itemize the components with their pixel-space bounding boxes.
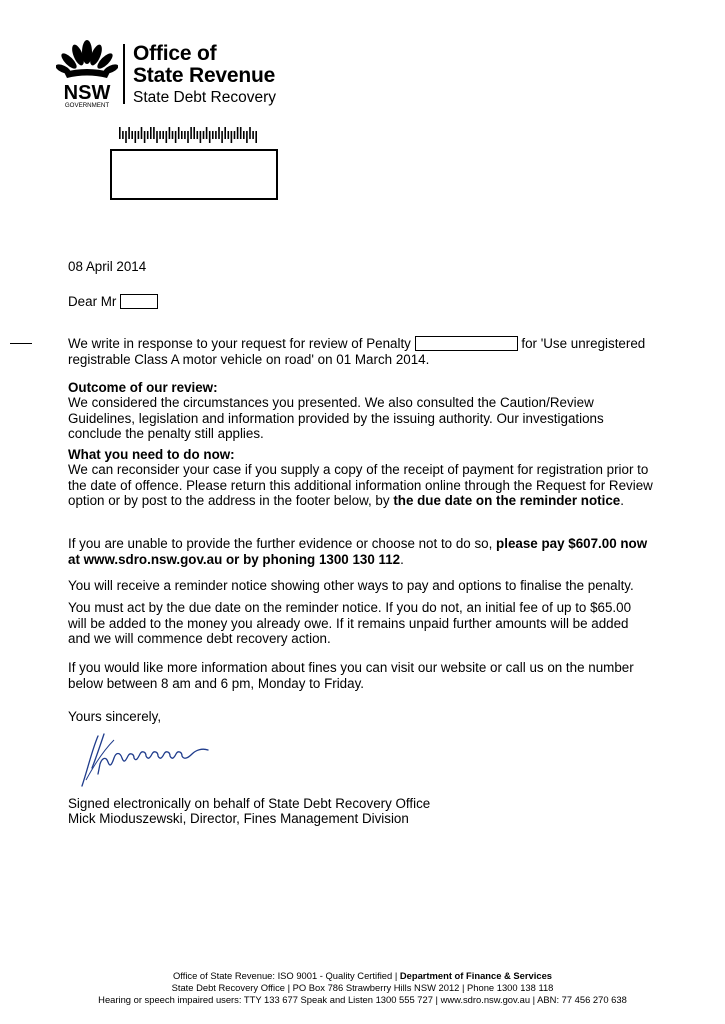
footer-iso: Office of State Revenue: ISO 9001 - Quality Certified | (173, 970, 398, 981)
redacted-penalty-number (415, 336, 518, 351)
fold-mark (10, 343, 32, 344)
salutation (68, 294, 658, 310)
paragraph-intro (68, 336, 658, 367)
salutation-text: Dear Mr (68, 294, 117, 309)
logo-government-text: GOVERNMENT (64, 102, 110, 108)
footer-line2: State Debt Recovery Office | PO Box 786 Strawberry Hills NSW 2012 | Phone 1300 138 118 (171, 982, 554, 993)
letter-date: 08 April 2014 (68, 259, 147, 274)
intro-text-start: We write in response to your request for review of Penalty (68, 336, 411, 351)
payment-text: If you are unable to provide the further evidence or choose not to do so, (68, 536, 493, 551)
todo-due-date: the due date on the reminder notice (393, 493, 621, 509)
outcome-body: We considered the circumstances you presented. We also consulted the Caution/Review Guidelines, legislation and information provided by the issuing authority. Our investigations conclude the penalty still applies. (68, 395, 604, 442)
intro-text-line2: registrable Class A motor vehicle on road' on 01 March 2014. (68, 351, 430, 367)
footer-line3: Hearing or speech impaired users: TTY 133 677 Speak and Listen 1300 555 727 | www.sdro.nsw.gov.au | ABN: 77 456 270 638 (98, 994, 627, 1005)
redacted-address-box (110, 149, 278, 200)
act-paragraph: You must act by the due date on the reminder notice. If you do not, an initial fee of up to $65.00 will be added to the money you already owe. If it remains unpaid further amounts will be added and we will commence debt recovery action. (68, 600, 632, 647)
todo-end: . (620, 493, 624, 509)
intro-text-end: for 'Use unregistered (521, 336, 646, 351)
todo-text: We can reconsider your case if you supply a copy of the receipt of payment for registration prior to the date of offence. Please return this additional information online through the Request for Review option or by post to the address in the footer below, by (68, 462, 653, 509)
logo-divider (123, 44, 125, 104)
org-name-line2: State Revenue (133, 64, 276, 87)
nsw-waratah-logo (56, 38, 118, 108)
org-division: State Debt Recovery (133, 89, 277, 106)
todo-body (68, 462, 658, 509)
footer-department: Department of Finance & Services (399, 970, 552, 981)
redacted-name (120, 294, 158, 309)
signed-line1: Signed electronically on behalf of State Debt Recovery Office (68, 796, 431, 811)
logo-nsw-text: NSW (63, 82, 111, 104)
org-name-line1: Office of (133, 42, 217, 65)
outcome-heading: Outcome of our review: (68, 380, 218, 395)
reminder-paragraph: You will receive a reminder notice showing other ways to pay and options to finalise the penalty. (68, 578, 634, 593)
closing: Yours sincerely, (68, 709, 162, 724)
footer-line1 (0, 970, 725, 983)
payment-end: . (400, 551, 404, 567)
payment-instruction: please pay $607.00 now at www.sdro.nsw.gov.au or by phoning 1300 130 112 (68, 536, 648, 567)
handwritten-signature (78, 728, 218, 790)
payment-paragraph (68, 536, 658, 567)
more-info-paragraph: If you would like more information about fines you can visit our website or call us on the number below between 8 am and 6 pm, Monday to Friday. (68, 660, 634, 691)
todo-heading: What you need to do now: (68, 447, 235, 462)
signatory: Mick Mioduszewski, Director, Fines Management Division (68, 811, 409, 826)
postal-barcode (118, 127, 260, 143)
